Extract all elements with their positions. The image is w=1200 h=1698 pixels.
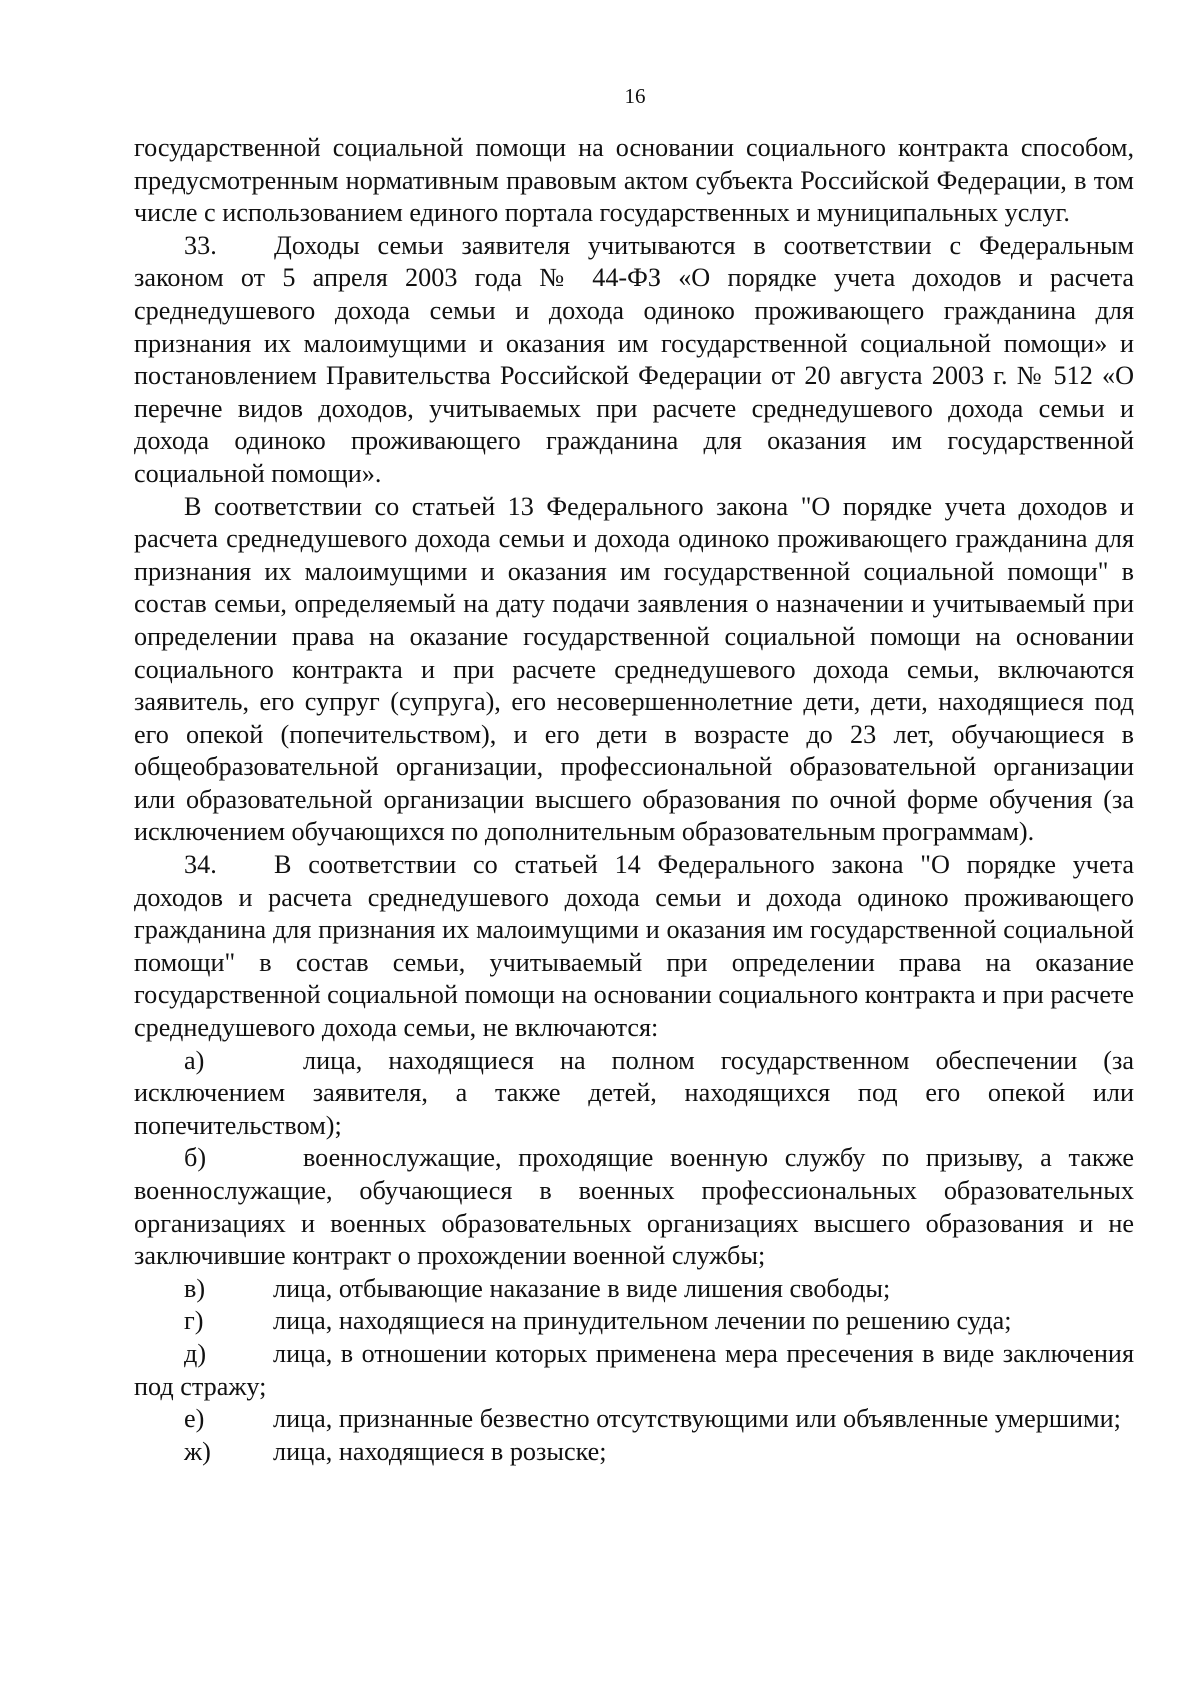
paragraph-33-continued: В соответствии со статьей 13 Федерального закона "О порядке учета доходов и расчета среднедушевого дохода семьи и дохода одиноко проживающего гражданина для признания их малоимущими и оказания им государственной социальной помощи" в состав семьи, определяемый на дату подачи заявления о назначении и учитываемый при определении права на оказание государственной социальной помощи на основании социального контракта и при расчете среднедушевого дохода семьи, включаются заявитель, его супруг (супруга), его несовершеннолетние дети, дети, находящиеся под его опекой (попечительством), и его дети в возрасте до 23 лет, обучающиеся в общеобразовательной организации, профессиональной образовательной организации или образовательной организации высшего образования по очной форме обучения (за исключением обучающихся по дополнительным образовательным программам). — [134, 491, 1134, 847]
paragraph-continuation: государственной социальной помощи на основании социального контракта способом, предусмотренным нормативным правовым актом субъекта Российской Федерации, в том числе с использованием единого портала государственных и муниципальных услуг. — [134, 133, 1134, 228]
list-item-letter: д) — [184, 1338, 207, 1368]
list-item-text: лица, признанные безвестно отсутствующими или объявленные умершими; — [273, 1404, 1121, 1434]
paragraph-34 — [134, 849, 1134, 1045]
page-number: 16 — [624, 84, 646, 108]
paragraph-33 — [134, 230, 1134, 491]
list-item-text: лица, находящиеся в розыске; — [273, 1436, 607, 1466]
list-item-text: лица, отбывающие наказание в виде лишения свободы; — [273, 1273, 891, 1303]
list-item-v — [134, 1273, 1134, 1306]
list-item-letter: ж) — [184, 1436, 211, 1466]
paragraph-text: В соответствии со статьей 14 Федерального закона "О порядке учета доходов и расчета среднедушевого дохода семьи и дохода одиноко проживающего гражданина для признания их малоимущими и оказания им государственной социальной помощи" в состав семьи, учитываемый при определении права на оказание государственной социальной помощи на основании социального контракта и при расчете среднедушевого дохода семьи, не включаются: — [134, 850, 1135, 1043]
list-item-a — [134, 1045, 1134, 1143]
paragraph-number: 34. — [184, 850, 217, 880]
list-item-text: лица, находящиеся на полном государственном обеспечении (за исключением заявителя, а также детей, находящихся под его опекой или попечительством); — [134, 1045, 1134, 1140]
list-item-d — [134, 1338, 1134, 1403]
list-item-letter: в) — [184, 1273, 206, 1303]
list-item-g — [134, 1305, 1134, 1338]
list-item-text: военнослужащие, проходящие военную службу по призыву, а также военнослужащие, обучающиеся в военных профессиональных образовательных организациях и военных образовательных организациях высшего образования и не заключившие контракт о прохождении военной службы; — [134, 1143, 1134, 1271]
list-item-zh — [134, 1436, 1134, 1469]
list-item-letter: е) — [184, 1404, 205, 1434]
list-item-text: лица, находящиеся на принудительном лечении по решению суда; — [273, 1306, 1012, 1336]
list-item-e — [134, 1403, 1134, 1436]
list-item-letter: г) — [184, 1306, 204, 1336]
list-item-text: лица, в отношении которых применена мера пресечения в виде заключения под стражу; — [134, 1338, 1134, 1401]
list-item-letter: б) — [184, 1143, 207, 1173]
paragraph-text: Доходы семьи заявителя учитываются в соответствии с Федеральным законом от 5 апреля 2003 года № 44-ФЗ «О порядке учета доходов и расчета среднедушевого дохода семьи и дохода одиноко проживающего гражданина для признания их малоимущими и оказания им государственной социальной помощи» и постановлением Правительства Российской Федерации от 20 августа 2003 г. № 512 «О перечне видов доходов, учитываемых при расчете среднедушевого дохода семьи и дохода одиноко проживающего гражданина для оказания им государственной социальной помощи». — [134, 230, 1134, 488]
list-item-b — [134, 1142, 1134, 1272]
list-item-letter: а) — [184, 1045, 205, 1075]
document-body — [134, 132, 1134, 1468]
paragraph-number: 33. — [184, 230, 217, 260]
